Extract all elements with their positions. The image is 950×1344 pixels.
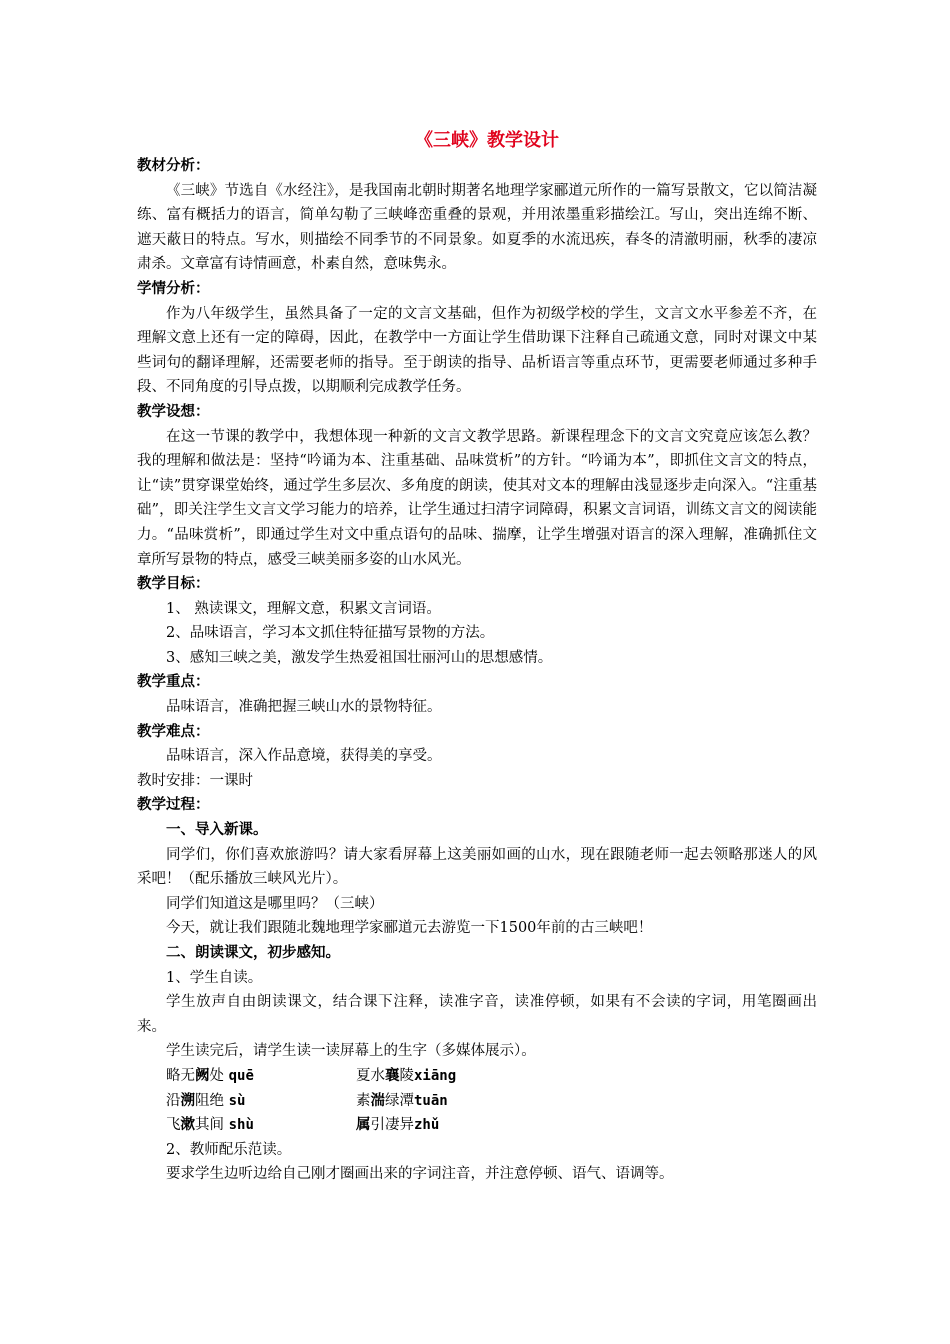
paragraph-intro-1: 同学们，你们喜欢旅游吗？请大家看屏幕上这美丽如画的山水，现在跟随老师一起去领略那迷人的风采吧！（配乐播放三峡风光片）。 bbox=[137, 846, 817, 888]
paragraph-concept: 在这一节课的教学中，我想体现一种新的文言文教学思路。新课程理念下的文言文究竟应该怎么教？我的理解和做法是：坚持“吟诵为本、注重基础、品味赏析”的方针。“吟诵为本”，即抓住文言文的特点，让“读”贯穿课堂始终，通过学生多层次、多角度的朗读，使其对文本的理解由浅显逐步走向深入。“注重基础”，即关注学生文言文学习能力的培养，让学生通过扫清字词障碍，积累文言词语，训练文言文的阅读能力。“品味赏析”，即通过学生对文中重点语句的品味、揣摩，让学生增强对语言的深入理解，准确抓住文章所写景物的特点，感受三峡美丽多姿的山水风光。 bbox=[137, 428, 818, 568]
pinyin: sù bbox=[228, 1092, 246, 1109]
schedule-line: 教时安排：一课时 bbox=[137, 772, 253, 789]
paragraph-reading-1: 学生放声自由朗读课文，结合课下注释，读准字音，读准停顿，如果有不会读的字词，用笔圈画出来。 bbox=[137, 994, 817, 1035]
paragraph-key: 品味语言，准确把握三峡山水的景物特征。 bbox=[166, 699, 442, 716]
goal-item: 2、品味语言，学习本文抓住特征描写景物的方法。 bbox=[166, 625, 495, 642]
section-heading-process: 教学过程： bbox=[137, 796, 210, 814]
pinyin: shù bbox=[228, 1117, 254, 1134]
section-heading-difficulty: 教学难点： bbox=[137, 722, 210, 740]
vocab-item: 沿溯阻绝 sù bbox=[166, 1091, 246, 1109]
step-heading-reading: 二、朗读课文，初步感知。 bbox=[166, 944, 340, 961]
pinyin: xiāng bbox=[414, 1067, 457, 1084]
section-heading-concept: 教学设想： bbox=[137, 402, 210, 420]
substep-teacher-reading: 2、教师配乐范读。 bbox=[166, 1141, 292, 1158]
step-heading-intro: 一、导入新课。 bbox=[166, 821, 268, 839]
goal-item: 1、 熟读课文，理解文意，积累文言词语。 bbox=[166, 600, 441, 617]
vocab-item: 略无阙处 quē bbox=[166, 1066, 254, 1084]
pinyin: zhǔ bbox=[414, 1117, 440, 1134]
document-title: 《三峡》教学设计 bbox=[415, 130, 559, 151]
paragraph-intro-2: 同学们知道这是哪里吗？（三峡） bbox=[166, 895, 384, 912]
vocab-item: 属引凄异zhǔ bbox=[356, 1116, 440, 1134]
section-heading-students: 学情分析： bbox=[137, 279, 210, 297]
section-heading-material: 教材分析： bbox=[137, 157, 210, 174]
pinyin: tuān bbox=[414, 1092, 448, 1109]
paragraph-reading-2: 学生读完后，请学生读一读屏幕上的生字（多媒体展示）。 bbox=[166, 1043, 536, 1060]
paragraph-intro-3: 今天，就让我们跟随北魏地理学家郦道元去游览一下1500年前的古三峡吧！ bbox=[166, 920, 653, 937]
paragraph-students: 作为八年级学生，虽然具备了一定的文言文基础，但作为初级学校的学生，文言文水平参差不齐，在理解文意上还有一定的障碍，因此，在教学中一方面让学生借助课下注释自己疏通文意，同时对课文中某些词句的翻译理解，还需要老师的指导。至于朗读的指导、品析语言等重点环节，更需要老师通过多种手段、不同角度的引导点拨，以期顺利完成教学任务。 bbox=[137, 305, 817, 396]
vocab-item: 夏水襄陵xiāng bbox=[356, 1066, 457, 1084]
vocabulary-grid bbox=[137, 1064, 817, 1138]
document-page bbox=[137, 128, 817, 1187]
paragraph-reading-3: 要求学生边听边给自己刚才圈画出来的字词注音，并注意停顿、语气、语调等。 bbox=[166, 1166, 674, 1183]
goal-item: 3、感知三峡之美，激发学生热爱祖国壮丽河山的思想感情。 bbox=[166, 649, 553, 666]
section-heading-key: 教学重点： bbox=[137, 673, 210, 691]
paragraph-difficulty: 品味语言，深入作品意境，获得美的享受。 bbox=[166, 748, 442, 765]
substep-self-reading: 1、学生自读。 bbox=[166, 969, 263, 986]
pinyin: quē bbox=[228, 1067, 254, 1084]
vocab-item: 素湍绿潭tuān bbox=[356, 1091, 448, 1109]
section-heading-goals: 教学目标： bbox=[137, 575, 210, 593]
paragraph-material: 《三峡》节选自《水经注》，是我国南北朝时期著名地理学家郦道元所作的一篇写景散文，它以简洁凝练、富有概括力的语言，简单勾勒了三峡峰峦重叠的景观，并用浓墨重彩描绘江。写山，突出连绵不断、遮天蔽日的特点。写水，则描绘不同季节的不同景象。如夏季的水流迅疾，春冬的清澈明丽，秋季的凄凉肃杀。文章富有诗情画意，朴素自然，意味隽永。 bbox=[137, 182, 817, 273]
vocab-item: 飞漱其间 shù bbox=[166, 1116, 254, 1134]
